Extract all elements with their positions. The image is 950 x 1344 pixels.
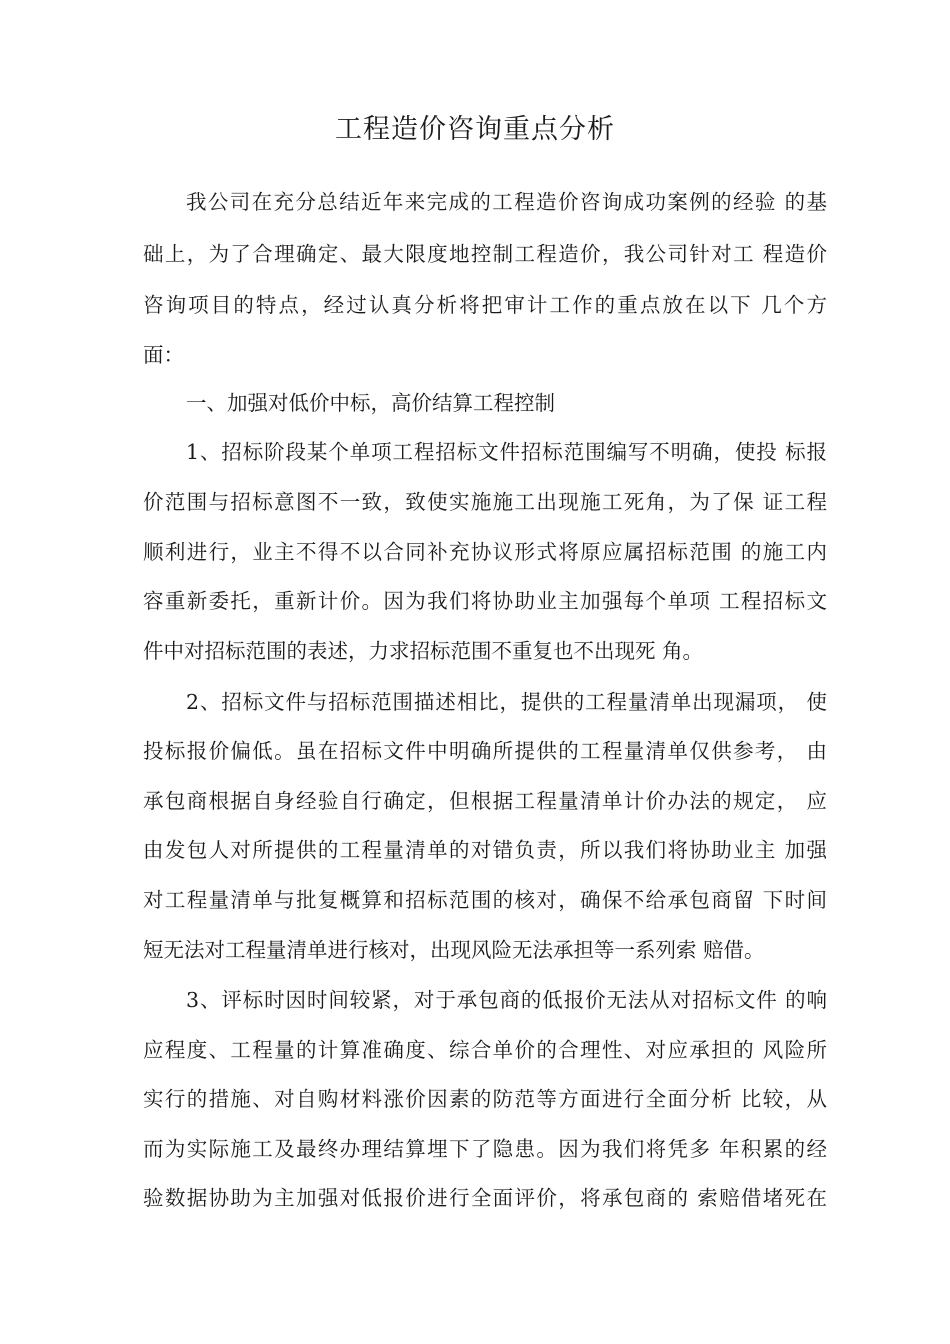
section-heading: 一、加强对低价中标，高价结算工程控制	[186, 391, 555, 415]
paragraph-line: 由发包人对所提供的工程量清单的对错负责，所以我们将协助业主 加强	[143, 838, 827, 862]
paragraph-line: 咨询项目的特点，经过认真分析将把审计工作的重点放在以下 几个方	[143, 293, 827, 317]
document-title: 工程造价咨询重点分析	[335, 114, 615, 145]
paragraph-line: 1、招标阶段某个单项工程招标文件招标范围编写不明确，使投 标报	[186, 440, 827, 464]
paragraph-line: 短无法对工程量清单进行核对，出现风险无法承担等一系列索 赔借。	[143, 938, 765, 962]
paragraph-line: 承包商根据自身经验自行确定，但根据工程量清单计价办法的规定， 应	[143, 789, 827, 813]
paragraph-line: 容重新委托，重新计价。因为我们将协助业主加强每个单项 工程招标文	[143, 589, 827, 613]
paragraph-line: 件中对招标范围的表述，力求招标范围不重复也不出现死 角。	[143, 639, 704, 663]
paragraph-line: 我公司在充分总结近年来完成的工程造价咨询成功案例的经验 的基	[186, 190, 827, 214]
paragraph-line: 而为实际施工及最终办理结算埋下了隐患。因为我们将凭多 年积累的经	[143, 1137, 827, 1161]
paragraph-line: 2、招标文件与招标范围描述相比，提供的工程量清单出现漏项， 使	[186, 690, 827, 714]
paragraph-line: 础上，为了合理确定、最大限度地控制工程造价，我公司针对工 程造价	[143, 242, 827, 266]
paragraph-line: 应程度、工程量的计算准确度、综合单价的合理性、对应承担的 风险所	[143, 1038, 827, 1062]
paragraph-line: 验数据协助为主加强对低报价进行全面评价，将承包商的 索赔借堵死在	[143, 1186, 827, 1210]
paragraph-line: 投标报价偏低。虽在招标文件中明确所提供的工程量清单仅供参考， 由	[143, 739, 827, 763]
paragraph-line: 对工程量清单与批复概算和招标范围的核对，确保不给承包商留 下时间	[143, 888, 827, 912]
paragraph-line: 实行的措施、对自购材料涨价因素的防范等方面进行全面分析 比较，从	[143, 1087, 827, 1111]
paragraph-line: 价范围与招标意图不一致，致使实施施工出现施工死角，为了保 证工程	[143, 490, 827, 514]
paragraph-line: 面：	[143, 343, 184, 367]
paragraph-line: 3、评标时因时间较紧，对于承包商的低报价无法从对招标文件 的响	[186, 988, 827, 1012]
paragraph-line: 顺利进行，业主不得不以合同补充协议形式将原应属招标范围 的施工内	[143, 540, 827, 564]
